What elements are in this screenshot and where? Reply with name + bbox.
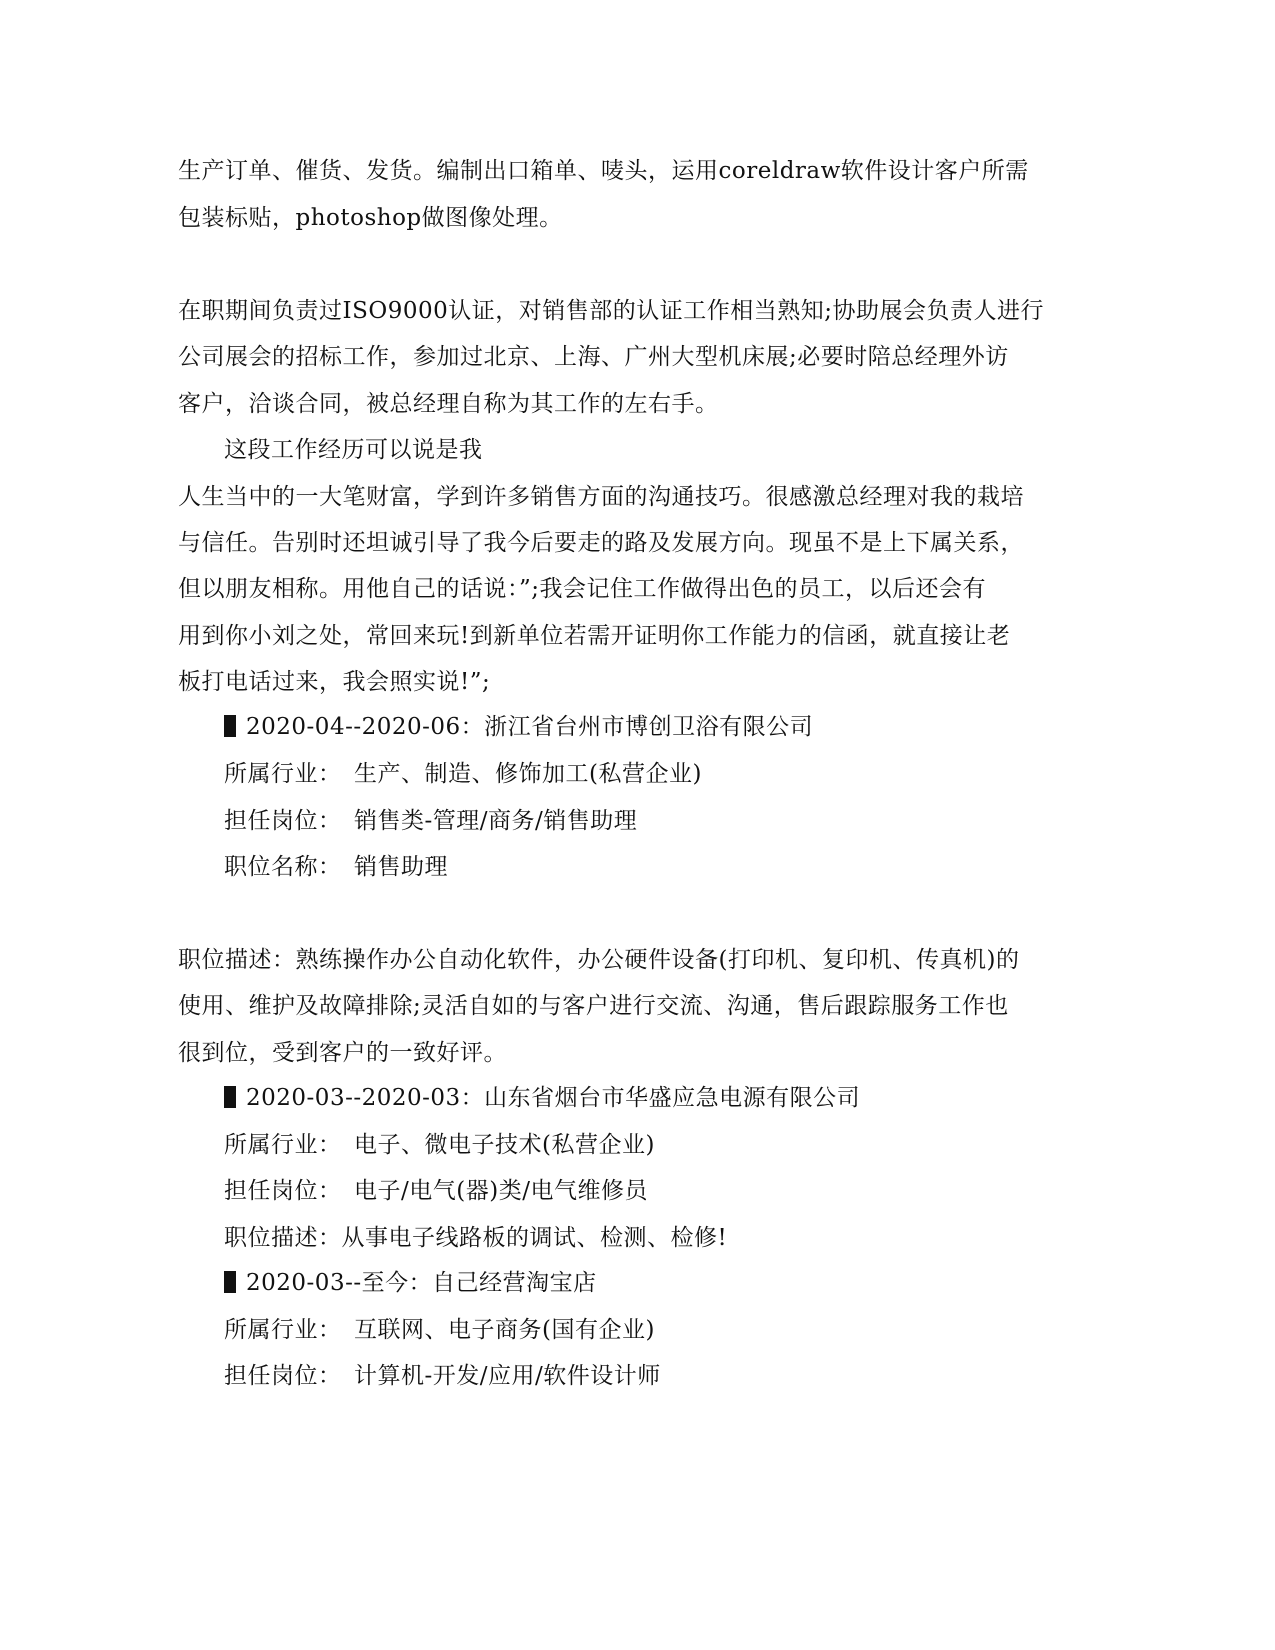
industry-value: 电子、微电子技术(私营企业)	[354, 1132, 655, 1158]
post-label: 担任岗位：	[224, 1363, 342, 1389]
paragraph-line: 与信任。告别时还坦诚引导了我今后要走的路及发展方向。现虽不是上下属关系，	[178, 530, 1024, 556]
post-row	[224, 806, 637, 836]
paragraph-line: 包装标贴，photoshop做图像处理。	[178, 205, 563, 231]
post-value: 销售类-管理/商务/销售助理	[354, 808, 638, 834]
industry-label: 所属行业：	[224, 761, 342, 787]
paragraph-line: 公司展会的招标工作，参加过北京、上海、广州大型机床展;必要时陪总经理外访	[178, 344, 1009, 370]
paragraph-line: 人生当中的一大笔财富，学到许多销售方面的沟通技巧。很感激总经理对我的栽培	[178, 484, 1024, 510]
industry-row	[224, 1315, 655, 1345]
post-label: 担任岗位：	[224, 1178, 342, 1204]
industry-row	[224, 1130, 655, 1160]
description-line: 很到位，受到客户的一致好评。	[178, 1040, 507, 1066]
work-entry-title: 2020-04--2020-06：浙江省台州市博创卫浴有限公司	[246, 714, 814, 740]
post-label: 担任岗位：	[224, 808, 342, 834]
paragraph-line: 用到你小刘之处，常回来玩!到新单位若需开证明你工作能力的信函，就直接让老	[178, 623, 1011, 649]
paragraph-line: 但以朋友相称。用他自己的话说：”;我会记住工作做得出色的员工，以后还会有	[178, 576, 987, 602]
bullet-bar-icon	[224, 715, 236, 737]
paragraph-line: 在职期间负责过ISO9000认证，对销售部的认证工作相当熟知;协助展会负责人进行	[178, 298, 1044, 324]
post-row	[224, 1361, 661, 1391]
paragraph-line: 板打电话过来，我会照实说!”;	[178, 669, 491, 695]
description-line: 使用、维护及故障排除;灵活自如的与客户进行交流、沟通，售后跟踪服务工作也	[178, 993, 1009, 1019]
bullet-bar-icon	[224, 1271, 236, 1293]
work-entry-header	[224, 1083, 860, 1113]
work-entry-title: 2020-03--至今：自己经营淘宝店	[246, 1270, 597, 1296]
title-value: 销售助理	[354, 854, 448, 880]
industry-label: 所属行业：	[224, 1317, 342, 1343]
industry-label: 所属行业：	[224, 1132, 342, 1158]
work-entry-header	[224, 1268, 597, 1298]
industry-value: 互联网、电子商务(国有企业)	[354, 1317, 655, 1343]
description-line: 职位描述：从事电子线路板的调试、检测、检修!	[224, 1225, 728, 1251]
title-row	[224, 852, 448, 882]
post-value: 计算机-开发/应用/软件设计师	[354, 1363, 661, 1389]
post-row	[224, 1176, 648, 1206]
industry-value: 生产、制造、修饰加工(私营企业)	[354, 761, 702, 787]
industry-row	[224, 759, 702, 789]
post-value: 电子/电气(器)类/电气维修员	[354, 1178, 648, 1204]
title-label: 职位名称：	[224, 854, 342, 880]
bullet-bar-icon	[224, 1086, 236, 1108]
paragraph-line: 客户，洽谈合同，被总经理自称为其工作的左右手。	[178, 391, 719, 417]
work-entry-header	[224, 712, 813, 742]
paragraph-line: 生产订单、催货、发货。编制出口箱单、唛头，运用coreldraw软件设计客户所需	[178, 158, 1029, 184]
description-line: 职位描述：熟练操作办公自动化软件，办公硬件设备(打印机、复印机、传真机)的	[178, 947, 1020, 973]
work-entry-title: 2020-03--2020-03：山东省烟台市华盛应急电源有限公司	[246, 1085, 861, 1111]
paragraph-line: 这段工作经历可以说是我	[224, 437, 483, 463]
